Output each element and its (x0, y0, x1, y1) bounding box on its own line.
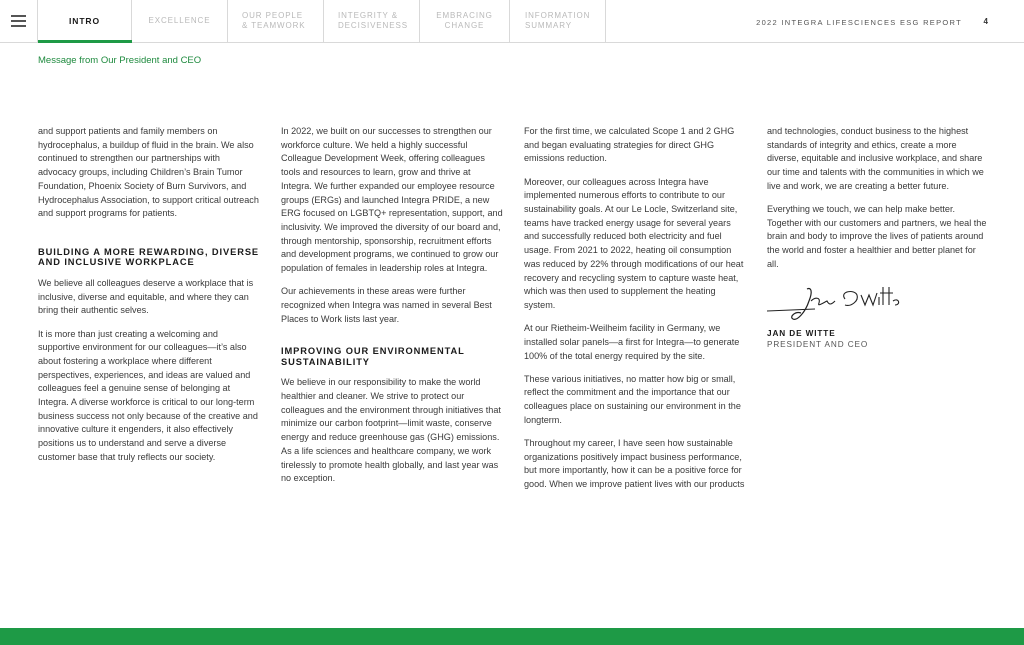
tab-excellence[interactable]: EXCELLENCE (132, 0, 228, 42)
paragraph: and technologies, conduct business to the highest standards of integrity and ethics, create a more diverse, equitable and inclusive workplace, and share our time and talents with the communities in which we live and work, we are creating a better future. (767, 126, 984, 191)
paragraph: It is more than just creating a welcoming and supportive environment for our colleagues—it’s also about fostering a workplace where different perspectives, experiences, and ideas are valued and colleagues feel a genuine sense of belonging at Integra. A diverse workforce is critical to our long-term business success not only because of the creative and innovative culture it engenders, it also effectively positions us to understand and serve a diverse customer base that truly reflects our society. (38, 328, 258, 462)
paragraph: Moreover, our colleagues across Integra have implemented numerous efforts to contribute to our sustainability goals. At our Le Locle, Switzerland site, teams have tracked energy usage for several years and successfully reduced both electricity and fuel usage. From 2021 to 2022, heating oil consumption was reduced by 22% through modifications of our heat recovery and recycling system to capture waste heat, which was then used to supplement the heating system. (524, 176, 744, 310)
paragraph: We believe all colleagues deserve a workplace that is inclusive, diverse and equitable, and where they can bring their authentic selves. (38, 277, 254, 316)
paragraph: At our Rietheim-Weilheim facility in Germany, we installed solar panels—a first for Integra—to generate 100% of the total energy required by the site. (524, 323, 740, 361)
text-column-2 (281, 125, 503, 495)
paragraph: These various initiatives, no matter how big or small, reflect the commitment and the importance that our colleagues place on sustaining our environment in the longterm. (524, 373, 741, 425)
footer-bar (0, 628, 1024, 645)
hamburger-menu-icon[interactable] (0, 0, 38, 42)
paragraph: We believe in our responsibility to make the world healthier and cleaner. We strive to protect our colleagues and the environment through initiatives that minimize our carbon footprint—limit waste, conserve energy and reduce greenhouse gas (GHG) emissions. As a life sciences and healthcare company, we work tirelessly to promote health globally, and last year was no exception. (281, 377, 501, 484)
page-number: 4 (983, 17, 988, 26)
text-column-4 (767, 125, 989, 350)
section-heading: IMPROVING OUR ENVIRONMENTAL SUSTAINABILITY (281, 346, 465, 367)
text-column-1 (38, 125, 260, 474)
tab-label: OUR PEOPLE & TEAMWORK (242, 11, 306, 30)
paragraph: Throughout my career, I have seen how sustainable organizations positively impact business performance, but more importantly, how it can be a positive force for good. When we improve patient lives with our products (524, 438, 745, 490)
tab-embracing-change[interactable] (420, 0, 510, 42)
ceo-signature (767, 283, 907, 323)
paragraph: Our achievements in these areas were further recognized when Integra was named in several Best Places to Work lists last year. (281, 286, 492, 324)
paragraph: Everything we touch, we can help make better. Together with our customers and partners, we heal the brain and body to improve the lives of patients around the world and foster a healthier and better planet for all. (767, 204, 987, 269)
tab-integrity-decisiveness[interactable] (324, 0, 420, 42)
paragraph: In 2022, we built on our successes to strengthen our workforce culture. We held a highly successful Colleague Development Week, offering colleagues tools and resources to learn, grow and thrive at Integra. We further expanded our employee resource groups (ERGs) and launched Integra PRIDE, a new ERG focused on LGBTQ+ representation, support, and inclusivity. We improved the diversity of our board and, through mentorship, sponsorship, recruitment efforts and development programs, we continued to grow our population of females in leadership roles at Integra. (281, 126, 503, 274)
paragraph: and support patients and family members on hydrocephalus, a buildup of fluid in the brain. We also continued to strengthen our partnerships with advocacy groups, including Children’s Brain Tumor Foundation, Phoenix Society of Burn Survivors, and Hydrocephalus Association, to support critical outreach and support programs for patients. (38, 126, 259, 219)
text-column-3 (524, 125, 746, 501)
tab-label: INFORMATION SUMMARY (525, 11, 591, 30)
tab-information-summary[interactable] (510, 0, 606, 42)
signature-name: JAN DE WITTE (767, 328, 836, 338)
paragraph: For the first time, we calculated Scope 1 and 2 GHG and began evaluating strategies for direct GHG emissions reduction. (524, 126, 735, 164)
top-navigation-bar (0, 0, 1024, 43)
tab-label: INTEGRITY & DECISIVENESS (338, 11, 408, 30)
tab-our-people-teamwork[interactable] (228, 0, 324, 42)
active-tab-indicator (38, 40, 132, 43)
signature-title: PRESIDENT AND CEO (767, 339, 869, 349)
section-label: Message from Our President and CEO (38, 55, 202, 66)
report-title: 2022 INTEGRA LIFESCIENCES ESG REPORT (756, 18, 962, 27)
section-heading: BUILDING A MORE REWARDING, DIVERSE AND INCLUSIVE WORKPLACE (38, 246, 260, 268)
tab-intro[interactable]: INTRO (38, 0, 132, 42)
tab-label: EMBRACING CHANGE (436, 11, 493, 30)
